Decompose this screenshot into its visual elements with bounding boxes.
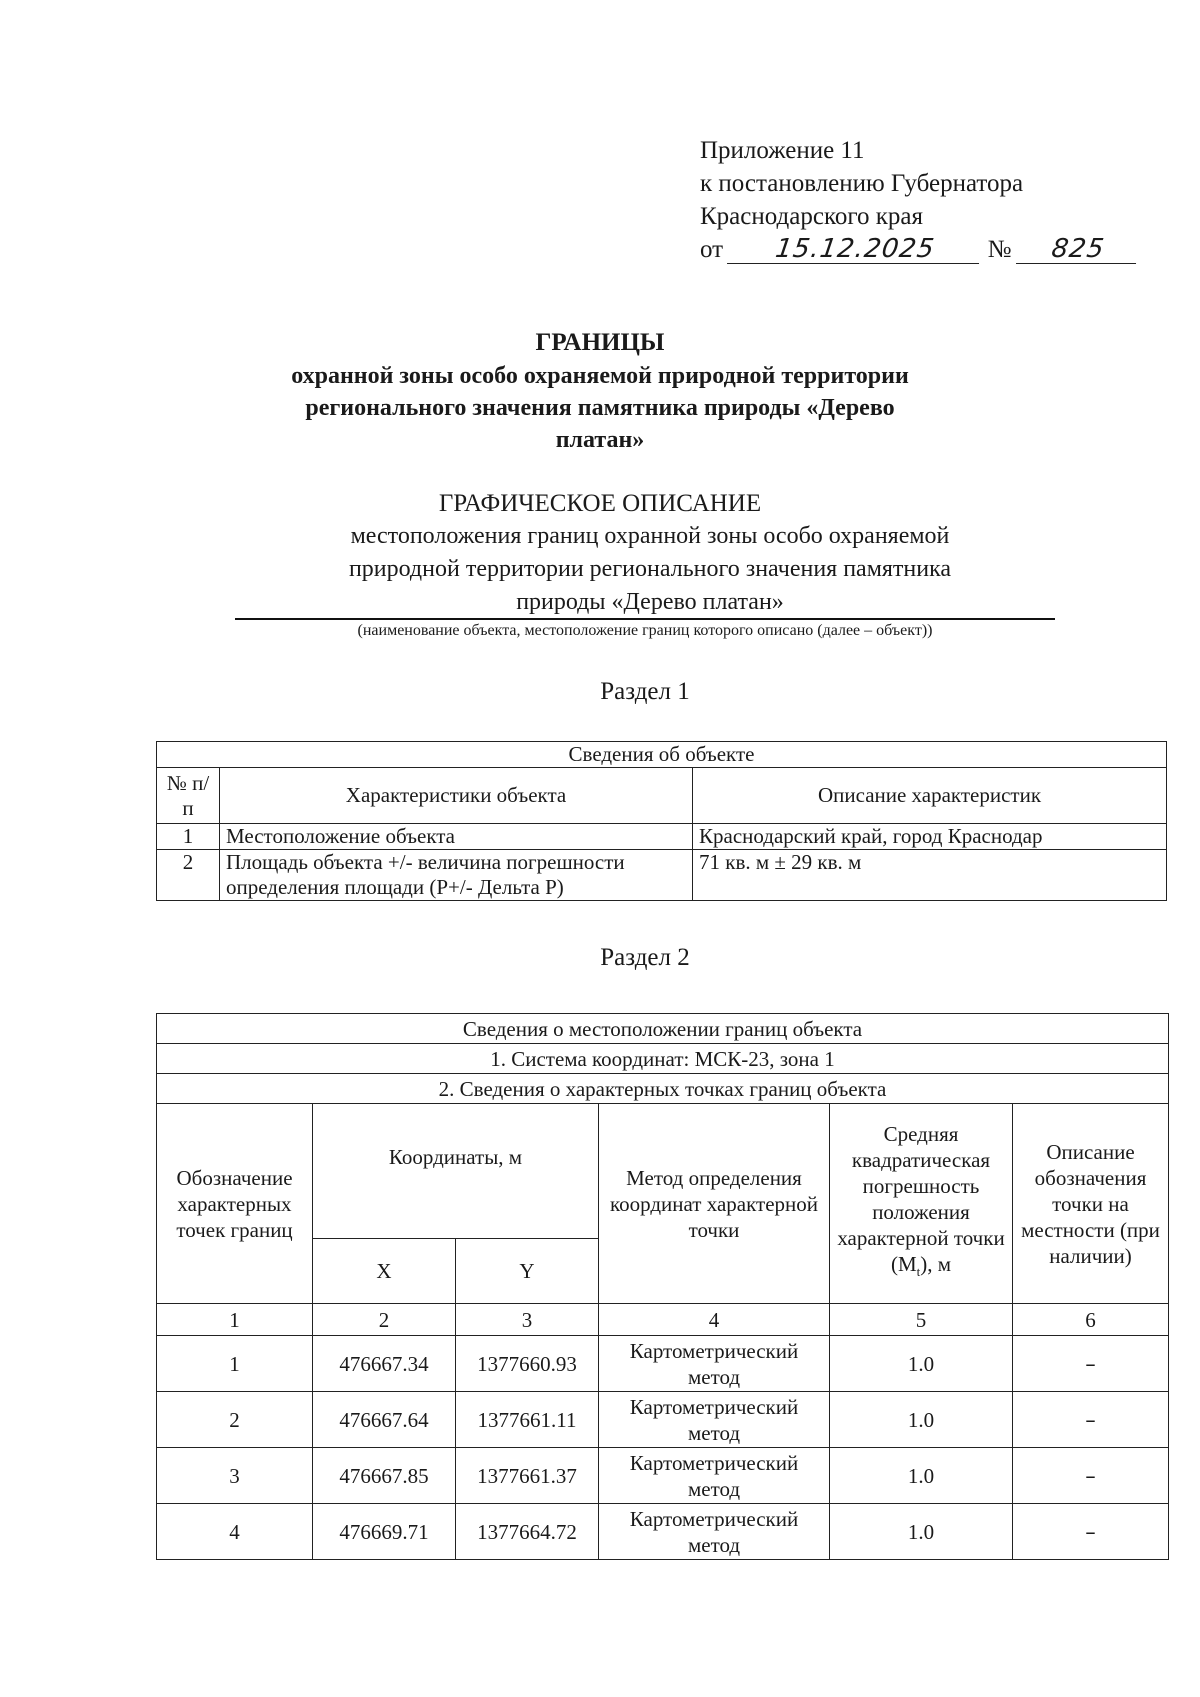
column-number-row (157, 1304, 1169, 1336)
column-header-x: X (313, 1239, 456, 1304)
column-header-method: Метод определения координат характерной точки (599, 1104, 830, 1304)
subtitle-line: охранной зоны особо охраняемой природной территории (291, 363, 909, 389)
points-section-title: 2. Сведения о характерных точках границ объекта (157, 1074, 1169, 1104)
column-header-number: № п/п (157, 768, 220, 824)
object-name-note: (наименование объекта, местоположение границ которого описано (далее – объект)) (357, 622, 933, 639)
row-number: 1 (157, 824, 220, 850)
underline-divider (235, 618, 1055, 620)
graphic-description (235, 520, 1065, 619)
table-row (157, 824, 1167, 850)
column-number: 3 (456, 1304, 599, 1336)
coord-x: 476667.64 (313, 1392, 456, 1448)
row-description: Краснодарский край, город Краснодар (693, 824, 1167, 850)
error-header-text: Средняя квадратическая погрешность положения характерной точки (M (837, 1122, 1005, 1277)
graphic-line: местоположения границ охранной зоны особо охраняемой (350, 523, 950, 549)
column-header-coordinates: Координаты, м (313, 1104, 599, 1239)
number-prefix: № (987, 236, 1012, 263)
point-id: 3 (157, 1448, 313, 1504)
method: Картометрический метод (599, 1448, 830, 1504)
row-description: 71 кв. м ± 29 кв. м (693, 850, 1167, 901)
section-2-heading: Раздел 2 (600, 944, 690, 971)
row-characteristic: Площадь объекта +/- величина погрешности определения площади (P+/- Дельта P) (220, 850, 693, 901)
column-header-error (830, 1104, 1013, 1304)
table-row (157, 1448, 1169, 1504)
coord-y: 1377664.72 (456, 1504, 599, 1560)
error-value: 1.0 (830, 1336, 1013, 1392)
appendix-header (700, 134, 1138, 266)
boundary-points-table (156, 1013, 1169, 1560)
error-value: 1.0 (830, 1504, 1013, 1560)
coord-x: 476667.34 (313, 1336, 456, 1392)
table-row (157, 850, 1167, 901)
method: Картометрический метод (599, 1392, 830, 1448)
column-number: 2 (313, 1304, 456, 1336)
error-value: 1.0 (830, 1392, 1013, 1448)
appendix-line: Приложение 11 (700, 137, 865, 164)
column-number: 1 (157, 1304, 313, 1336)
graphic-heading: ГРАФИЧЕСКОЕ ОПИСАНИЕ (438, 490, 762, 517)
coord-x: 476667.85 (313, 1448, 456, 1504)
point-id: 4 (157, 1504, 313, 1560)
column-header-characteristic: Характеристики объекта (220, 768, 693, 824)
object-info-table (156, 741, 1167, 901)
table-title: Сведения об объекте (157, 742, 1167, 768)
point-id: 1 (157, 1336, 313, 1392)
point-description: – (1013, 1448, 1169, 1504)
row-characteristic: Местоположение объекта (220, 824, 693, 850)
column-header-y: Y (456, 1239, 599, 1304)
section-1-heading: Раздел 1 (600, 678, 690, 705)
row-number: 2 (157, 850, 220, 901)
subtitle-line: регионального значения памятника природы «Дерево (305, 395, 895, 421)
column-number: 5 (830, 1304, 1013, 1336)
table-row (157, 1336, 1169, 1392)
point-id: 2 (157, 1392, 313, 1448)
subtitle-line: платан» (555, 427, 645, 453)
point-description: – (1013, 1504, 1169, 1560)
method: Картометрический метод (599, 1504, 830, 1560)
appendix-line: к постановлению Губернатора (700, 170, 1024, 197)
document-subtitle (150, 360, 1050, 456)
error-value: 1.0 (830, 1448, 1013, 1504)
handwritten-number: 825 (1016, 235, 1140, 264)
coord-y: 1377661.37 (456, 1448, 599, 1504)
point-description: – (1013, 1392, 1169, 1448)
column-header-point: Обозначение характерных точек границ (157, 1104, 313, 1304)
column-header-description: Описание характеристик (693, 768, 1167, 824)
table-title: Сведения о местоположении границ объекта (157, 1014, 1169, 1044)
graphic-line: природы «Дерево платан» (516, 589, 784, 615)
point-description: – (1013, 1336, 1169, 1392)
column-number: 4 (599, 1304, 830, 1336)
coord-y: 1377660.93 (456, 1336, 599, 1392)
method: Картометрический метод (599, 1336, 830, 1392)
column-header-point-description: Описание обозначения точки на местности (при наличии) (1013, 1104, 1169, 1304)
document-title: ГРАНИЦЫ (535, 329, 665, 356)
table-row (157, 1392, 1169, 1448)
graphic-line: природной территории регионального значения памятника (348, 556, 952, 582)
column-number: 6 (1013, 1304, 1169, 1336)
coord-y: 1377661.11 (456, 1392, 599, 1448)
handwritten-date: 15.12.2025 (727, 235, 983, 264)
date-prefix: от (700, 236, 724, 263)
error-header-subscript: t (916, 1264, 921, 1280)
appendix-line: Краснодарского края (700, 203, 923, 230)
coordinate-system: 1. Система координат: МСК-23, зона 1 (157, 1044, 1169, 1074)
appendix-date-line (700, 233, 1138, 266)
table-row (157, 1504, 1169, 1560)
error-header-unit: ), м (920, 1252, 952, 1277)
coord-x: 476669.71 (313, 1504, 456, 1560)
